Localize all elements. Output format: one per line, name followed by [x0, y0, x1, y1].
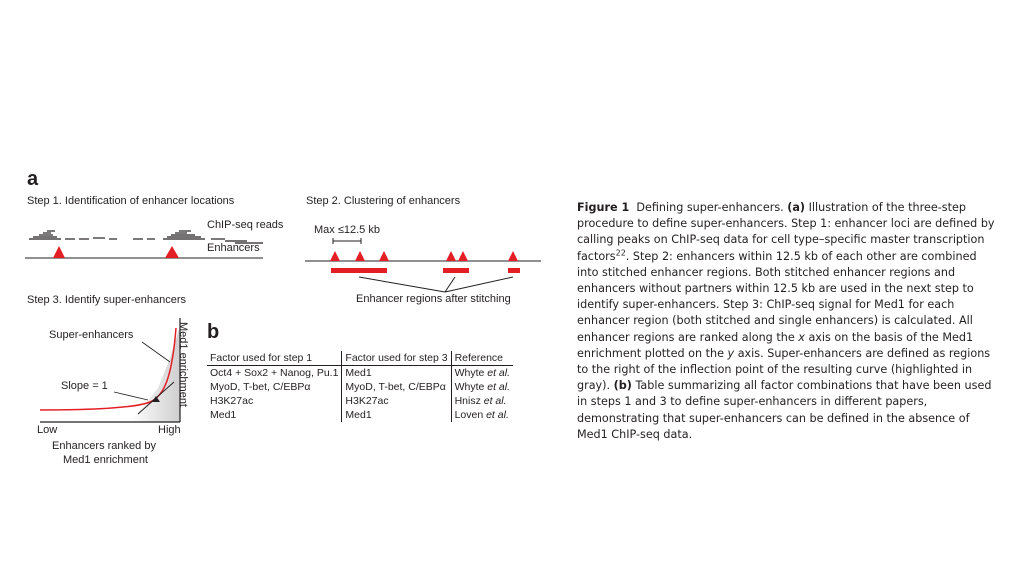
table-header: Factor used for step 1 — [207, 351, 342, 366]
table-header: Reference — [451, 351, 513, 366]
table-cell: MyoD, T-bet, C/EBPα — [342, 380, 451, 394]
table-cell: Med1 — [342, 366, 451, 381]
table-row — [207, 408, 513, 422]
step2-title: Step 2. Clustering of enhancers — [306, 195, 461, 207]
stitched-label: Enhancer regions after stitching — [356, 293, 511, 305]
table-cell-reference — [451, 380, 513, 394]
super-enhancers-label: Super-enhancers — [49, 329, 134, 341]
stitched-region — [331, 268, 387, 273]
enhancers-label: Enhancers — [207, 242, 260, 254]
table-cell: Med1 — [210, 409, 237, 421]
table-header: Factor used for step 3 — [342, 351, 451, 366]
chipseq-reads-label: ChIP-seq reads — [207, 219, 284, 231]
enhancer-peak — [165, 246, 179, 258]
reference-etal: et al. — [486, 409, 509, 421]
table-cell: Med1 — [342, 408, 451, 422]
x-low-label: Low — [37, 424, 58, 436]
x-high-label: High — [158, 424, 181, 436]
table-header-row — [207, 351, 513, 366]
panel-a-letter: a — [27, 168, 39, 190]
reference-etal: et al. — [483, 395, 507, 407]
slope-pointer — [114, 392, 148, 400]
caption-text: Illustration of the three-step procedure to define super-enhancers. Step 1: enhancer loci are defined by calling peaks on ChIP-seq data for cell type–specific master transcription factors — [577, 201, 995, 263]
caption-text: Table summarizing all factor combinations that have been used in steps 1 and 3 to define super-enhancers in different papers, demonstrating that super-enhancers can be defined in the absence of Med1 ChIP-seq data. — [577, 379, 992, 441]
x-axis-label-line1: Enhancers ranked by — [52, 440, 156, 452]
reference-author: Whyte — [454, 367, 485, 379]
table-cell-reference — [451, 394, 513, 408]
panel-b-letter: b — [207, 321, 220, 343]
reference-etal: et al. — [487, 381, 511, 393]
figure-label: Figure 1 — [577, 201, 630, 214]
caption-title: Defining super-enhancers. — [636, 201, 784, 214]
reference-author: Whyte — [454, 381, 485, 393]
y-axis-label: Med1 enrichment — [177, 322, 189, 407]
table-row — [207, 394, 513, 408]
figure-caption — [577, 200, 997, 443]
step1-title: Step 1. Identification of enhancer locations — [27, 195, 235, 207]
x-axis-label-line2: Med1 enrichment — [63, 454, 148, 466]
caption-part-a: (a) — [787, 201, 806, 214]
enhancer-peak — [330, 251, 340, 261]
reference-author: Loven — [454, 409, 484, 421]
reference-author: Hnisz — [454, 395, 481, 407]
table-row — [207, 366, 513, 381]
caption-text: . Step 2: enhancers within 12.5 kb of each other are combined into stitched enhancer regions. Both stitched enhancer regions and enhancers without partners within 12.5 kb are used in the next step to identify super-enhancers. Step 3: ChIP-seq signal for Med1 for each enhancer region (both stitched and single enhancers) is calculated. All enhancer regions are ranked along the — [577, 249, 977, 344]
step2-diagram — [305, 236, 545, 300]
factor-table — [207, 351, 513, 422]
caption-ref: 22 — [615, 247, 626, 257]
step3-title: Step 3. Identify super-enhancers — [27, 294, 186, 306]
enhancer-peak — [508, 251, 518, 261]
table-row — [207, 380, 513, 394]
caption-part-b: (b) — [613, 379, 632, 393]
caption-text: axis on the basis of the Med1 enrichment plotted on the — [577, 330, 974, 360]
table-cell: Oct4 + Sox2 + Nanog, Pu.1 — [210, 367, 339, 379]
caption-y-word: y — [727, 346, 735, 360]
table-cell: H3K27ac — [342, 394, 451, 408]
stitched-region — [508, 268, 520, 273]
reference-etal: et al. — [487, 367, 511, 379]
enhancer-peak — [53, 246, 65, 258]
caption-text: axis. Super-enhancers are defined as regions to the right of the inflection point of the resulting curve (highlighted in gray). — [577, 346, 991, 393]
super-enhancer-highlight — [130, 326, 180, 422]
stitched-region — [443, 268, 469, 273]
table-cell-reference — [451, 366, 513, 381]
super-enhancers-pointer — [142, 342, 170, 362]
slope-label: Slope = 1 — [61, 380, 108, 392]
caption-x-word: x — [798, 330, 805, 344]
enhancer-peak — [458, 251, 468, 261]
table-cell: H3K27ac — [210, 395, 254, 407]
max-distance-label: Max ≤12.5 kb — [314, 224, 380, 236]
enhancer-peak — [355, 251, 365, 261]
table-cell-reference — [451, 408, 513, 422]
table-cell: MyoD, T-bet, C/EBPα — [210, 381, 311, 393]
enhancer-peak — [379, 251, 389, 261]
enhancer-peak — [446, 251, 456, 261]
